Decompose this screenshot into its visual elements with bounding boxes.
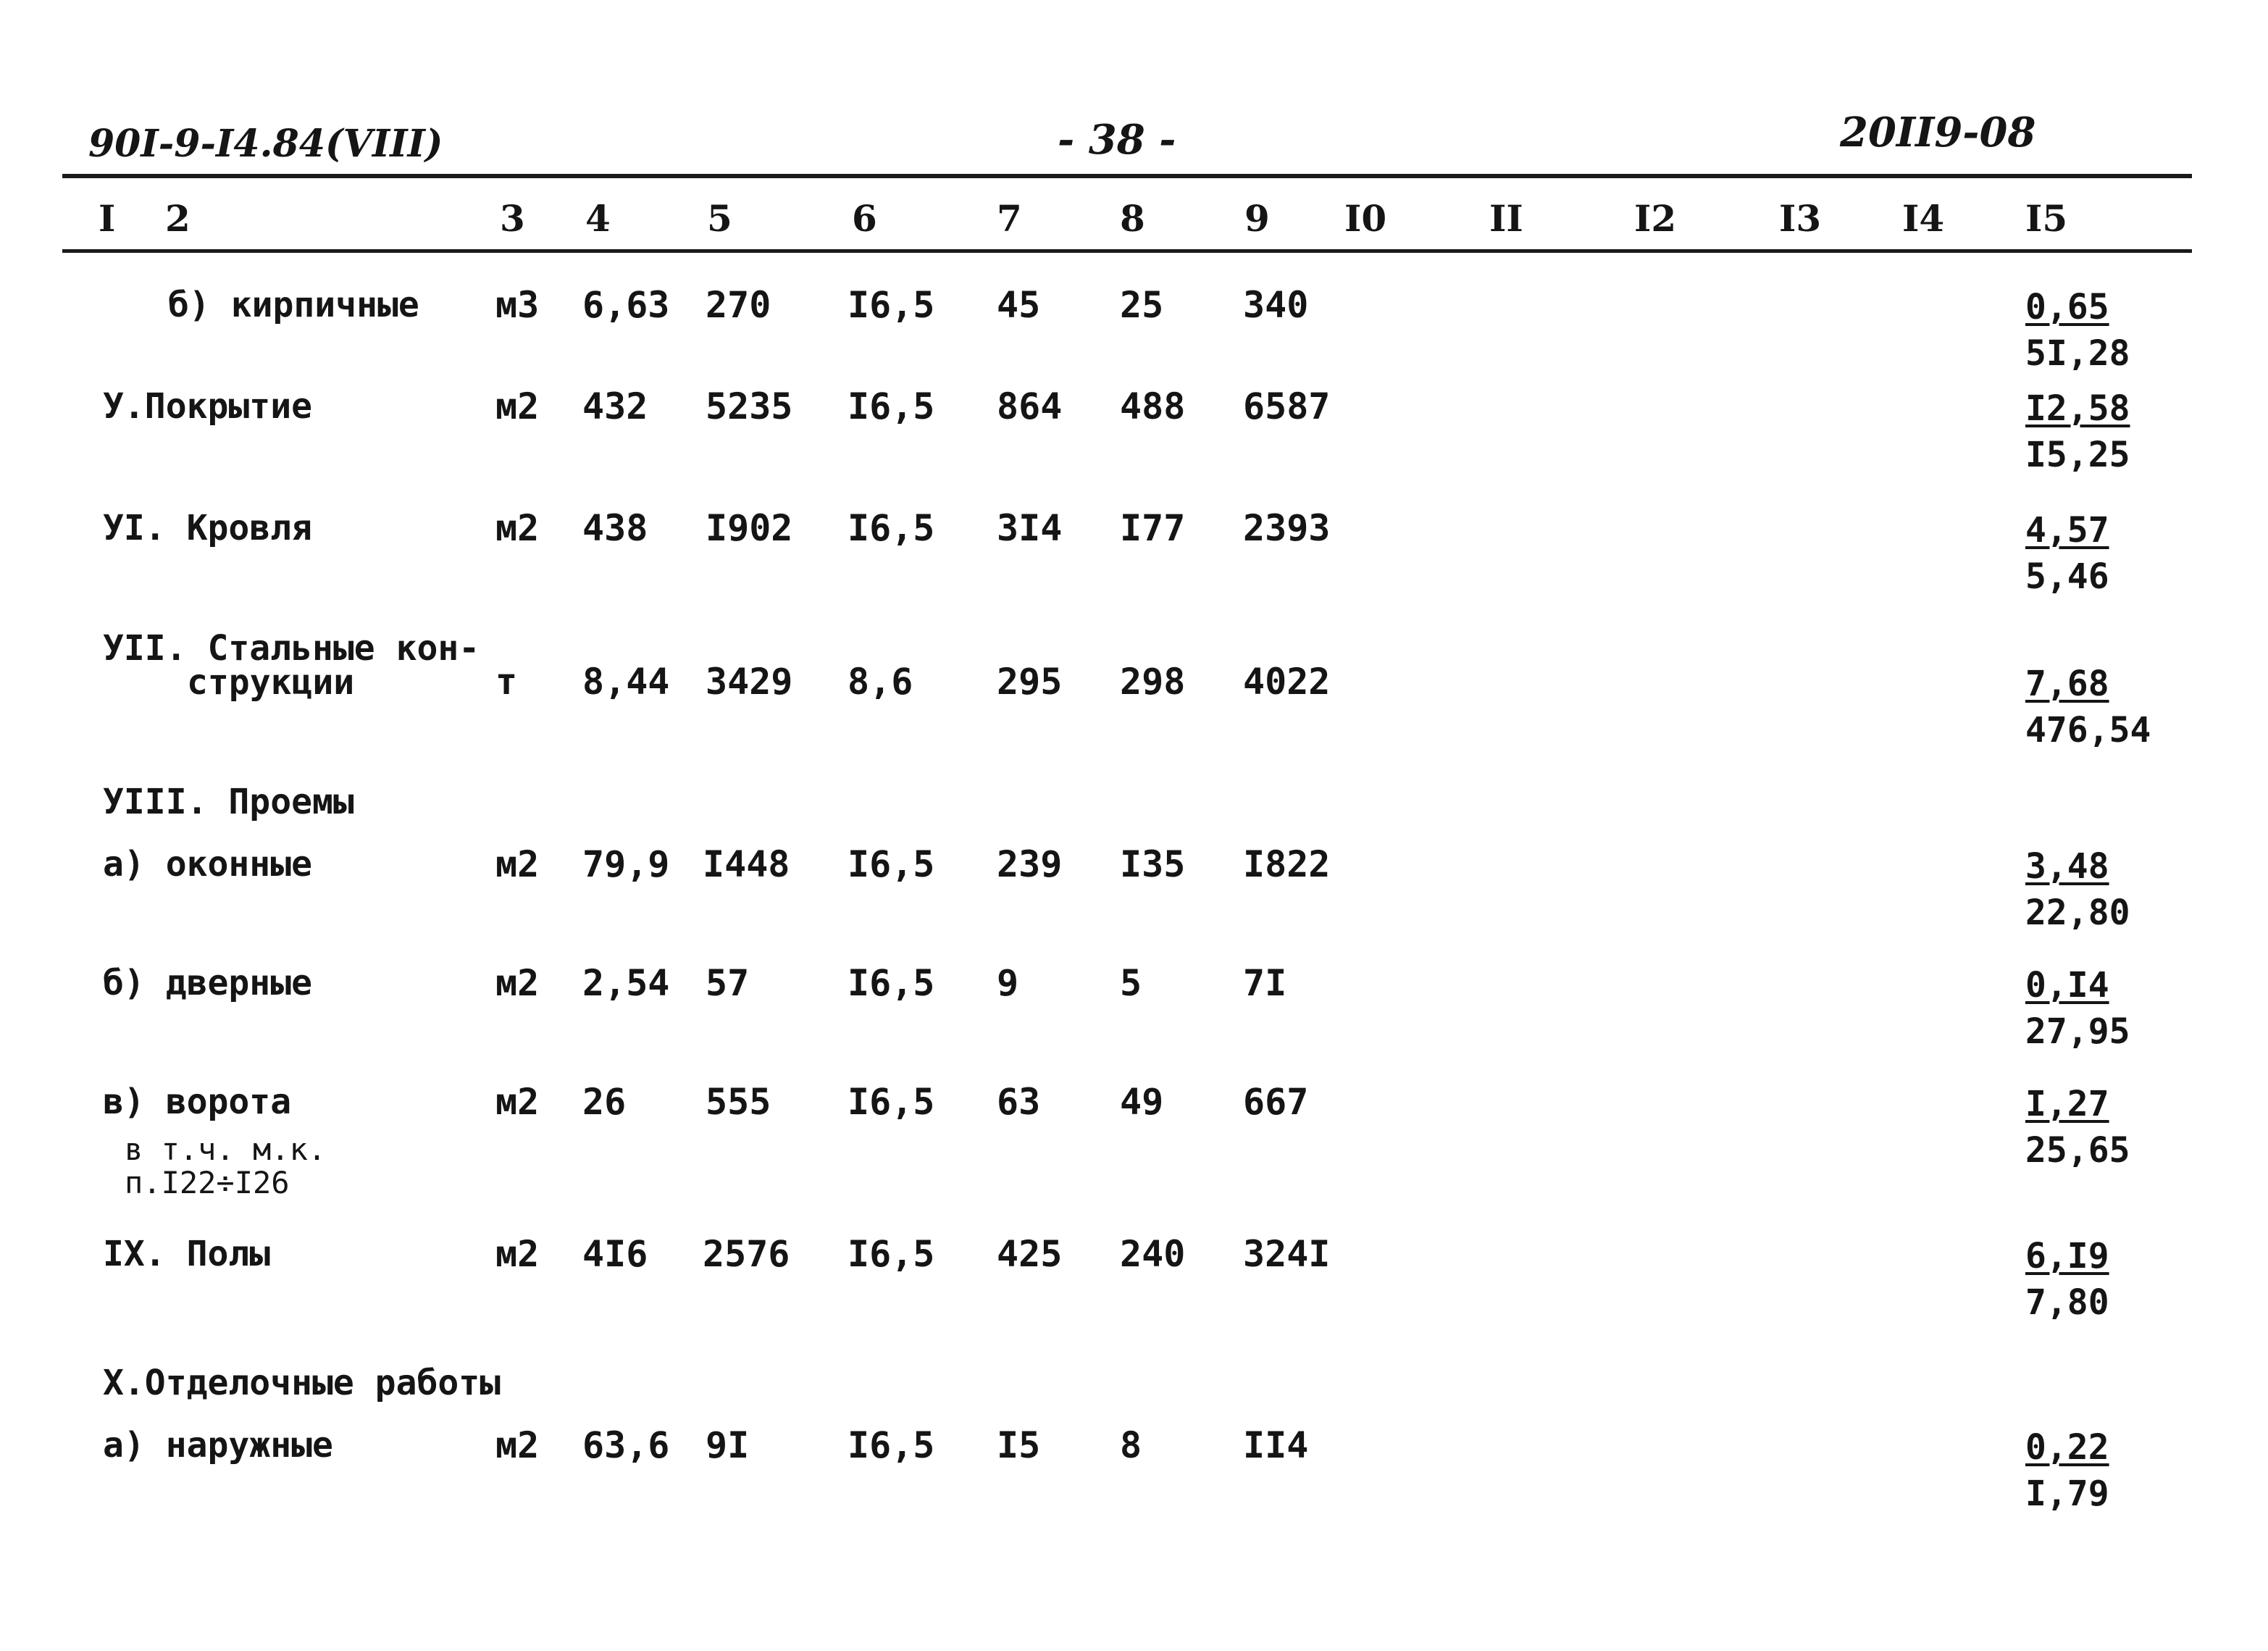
fraction-numerator: 3,48 (2025, 846, 2109, 887)
cell-unit: т (495, 661, 518, 703)
cell-unit: м2 (495, 1424, 540, 1466)
table-row (0, 284, 2268, 374)
fraction-denominator: 25,65 (2025, 1130, 2130, 1171)
cell-unit: м3 (495, 284, 540, 326)
cell-col7: 295 (997, 661, 1063, 703)
row-name: а) оконные (103, 844, 312, 885)
row-note: в т.ч. м.к. (125, 1132, 327, 1167)
cell-col4: 6,63 (582, 284, 670, 326)
cell-col15 (2025, 843, 2130, 936)
col-header-10: I0 (1344, 197, 1387, 240)
cell-col9: I822 (1243, 843, 1331, 885)
cell-col4: 26 (582, 1081, 627, 1123)
cell-col8: 298 (1120, 661, 1186, 703)
section-heading: УIII. Проемы (103, 782, 354, 822)
cell-col15 (2025, 661, 2151, 753)
fraction-denominator: 27,95 (2025, 1011, 2130, 1052)
document-code: 90I-9-I4.84(VIII) (88, 122, 443, 166)
row-name: б) дверные (103, 963, 312, 1003)
cell-col7: 864 (997, 385, 1063, 427)
cell-col9: 4022 (1243, 661, 1331, 703)
col-header-15: I5 (2025, 197, 2068, 240)
cell-unit: м2 (495, 843, 540, 885)
cell-col9: 7I (1243, 962, 1287, 1004)
cell-unit: м2 (495, 1081, 540, 1123)
cell-col5: 2576 (703, 1233, 790, 1275)
col-header-5: 5 (707, 197, 732, 240)
table-row (0, 1233, 2268, 1323)
cell-col8: 8 (1120, 1424, 1142, 1466)
cell-col5: 9I (706, 1424, 750, 1466)
fraction-denominator: 5I,28 (2025, 333, 2130, 374)
cell-col6: I6,5 (848, 507, 935, 549)
col-header-14: I4 (1902, 197, 1945, 240)
cell-col6: 8,6 (848, 661, 913, 703)
row-name: IX. Полы (103, 1234, 271, 1274)
col-header-1: I (99, 197, 116, 240)
fraction-denominator: 5,46 (2025, 556, 2109, 597)
fraction-numerator: I2,58 (2025, 388, 2130, 429)
cell-col7: 9 (997, 962, 1019, 1004)
cell-col7: 3I4 (997, 507, 1063, 549)
cell-col4: 4I6 (582, 1233, 648, 1275)
cell-unit: м2 (495, 507, 540, 549)
fraction-denominator: I5,25 (2025, 435, 2130, 475)
fraction-numerator: 4,57 (2025, 510, 2109, 551)
fraction-numerator: 0,I4 (2025, 965, 2109, 1006)
cell-col4: 438 (582, 507, 648, 549)
cell-col4: 8,44 (582, 661, 670, 703)
fraction-numerator: I,27 (2025, 1084, 2109, 1124)
cell-col15 (2025, 284, 2130, 377)
cell-col8: 240 (1120, 1233, 1186, 1275)
cell-col9: 667 (1243, 1081, 1309, 1123)
fraction-denominator: I,79 (2025, 1474, 2109, 1514)
cell-col5: 57 (706, 962, 750, 1004)
row-name: УI. Кровля (103, 508, 312, 548)
cell-col7: I5 (997, 1424, 1041, 1466)
header-rule (62, 249, 2192, 253)
fraction-numerator: 0,65 (2025, 287, 2109, 327)
section-heading-row (0, 1362, 2268, 1403)
fraction-denominator: 22,80 (2025, 893, 2130, 933)
cell-col8: 49 (1120, 1081, 1164, 1123)
section-heading: X.Отделочные работы (103, 1363, 501, 1403)
cell-col4: 2,54 (582, 962, 670, 1004)
cell-col4: 63,6 (582, 1424, 670, 1466)
cell-col6: I6,5 (848, 1081, 935, 1123)
col-header-13: I3 (1779, 197, 1822, 240)
row-name: а) наружные (103, 1425, 333, 1466)
row-name: УII. Стальные кон- (103, 628, 480, 669)
row-name: в) ворота (103, 1082, 292, 1122)
fraction-numerator: 6,I9 (2025, 1236, 2109, 1276)
cell-col9: 6587 (1243, 385, 1331, 427)
row-name: б) кирпичные (168, 285, 419, 325)
cell-col6: I6,5 (848, 284, 935, 326)
cell-col9: II4 (1243, 1424, 1309, 1466)
cell-col7: 425 (997, 1233, 1063, 1275)
table-row (0, 1081, 2268, 1200)
col-header-2: 2 (165, 197, 191, 240)
row-name: У.Покрытие (103, 386, 312, 427)
col-header-4: 4 (585, 197, 611, 240)
table-row (0, 962, 2268, 1052)
cell-col5: 270 (706, 284, 771, 326)
table-row (0, 843, 2268, 933)
cell-col6: I6,5 (848, 1233, 935, 1275)
cell-col6: I6,5 (848, 843, 935, 885)
cell-col6: I6,5 (848, 385, 935, 427)
fraction-denominator: 7,80 (2025, 1282, 2109, 1323)
col-header-7: 7 (997, 197, 1022, 240)
fraction-denominator: 476,54 (2025, 710, 2151, 751)
cell-col9: 2393 (1243, 507, 1331, 549)
cell-col7: 239 (997, 843, 1063, 885)
cell-col15 (2025, 385, 2130, 478)
col-header-3: 3 (500, 197, 525, 240)
cell-col5: 3429 (706, 661, 793, 703)
cell-col8: I77 (1120, 507, 1186, 549)
fraction-numerator: 0,22 (2025, 1427, 2109, 1468)
sheet-number: 20II9-08 (1840, 109, 2036, 156)
cell-col15 (2025, 1081, 2130, 1174)
cell-col15 (2025, 1233, 2109, 1326)
cell-col4: 79,9 (582, 843, 670, 885)
cell-col8: 5 (1120, 962, 1142, 1004)
cell-col8: 488 (1120, 385, 1186, 427)
table-row (0, 507, 2268, 597)
cell-unit: м2 (495, 962, 540, 1004)
cell-col6: I6,5 (848, 962, 935, 1004)
top-rule (62, 174, 2192, 178)
cell-unit: м2 (495, 1233, 540, 1275)
cell-col8: I35 (1120, 843, 1186, 885)
col-header-9: 9 (1244, 197, 1270, 240)
table-row (0, 1424, 2268, 1514)
fraction-numerator: 7,68 (2025, 664, 2109, 704)
cell-col6: I6,5 (848, 1424, 935, 1466)
table-row (0, 628, 2268, 751)
col-header-8: 8 (1120, 197, 1145, 240)
cell-col7: 45 (997, 284, 1041, 326)
cell-col5: I902 (706, 507, 793, 549)
cell-col9: 324I (1243, 1233, 1331, 1275)
col-header-6: 6 (852, 197, 877, 240)
row-note-range: п.I22÷I26 (125, 1165, 290, 1200)
cell-col8: 25 (1120, 284, 1164, 326)
table-row (0, 385, 2268, 475)
page-number: - 38 - (1058, 116, 1176, 164)
row-name-continued: струкции (187, 662, 355, 703)
cell-col15 (2025, 1424, 2109, 1517)
cell-col15 (2025, 507, 2109, 600)
cell-col5: I448 (703, 843, 790, 885)
cell-col7: 63 (997, 1081, 1041, 1123)
section-heading-row (0, 781, 2268, 822)
col-header-11: II (1489, 197, 1523, 240)
col-header-12: I2 (1634, 197, 1677, 240)
cell-col15 (2025, 962, 2130, 1055)
cell-col4: 432 (582, 385, 648, 427)
cell-col5: 5235 (706, 385, 793, 427)
cell-unit: м2 (495, 385, 540, 427)
cell-col9: 340 (1243, 284, 1309, 326)
cell-col5: 555 (706, 1081, 771, 1123)
